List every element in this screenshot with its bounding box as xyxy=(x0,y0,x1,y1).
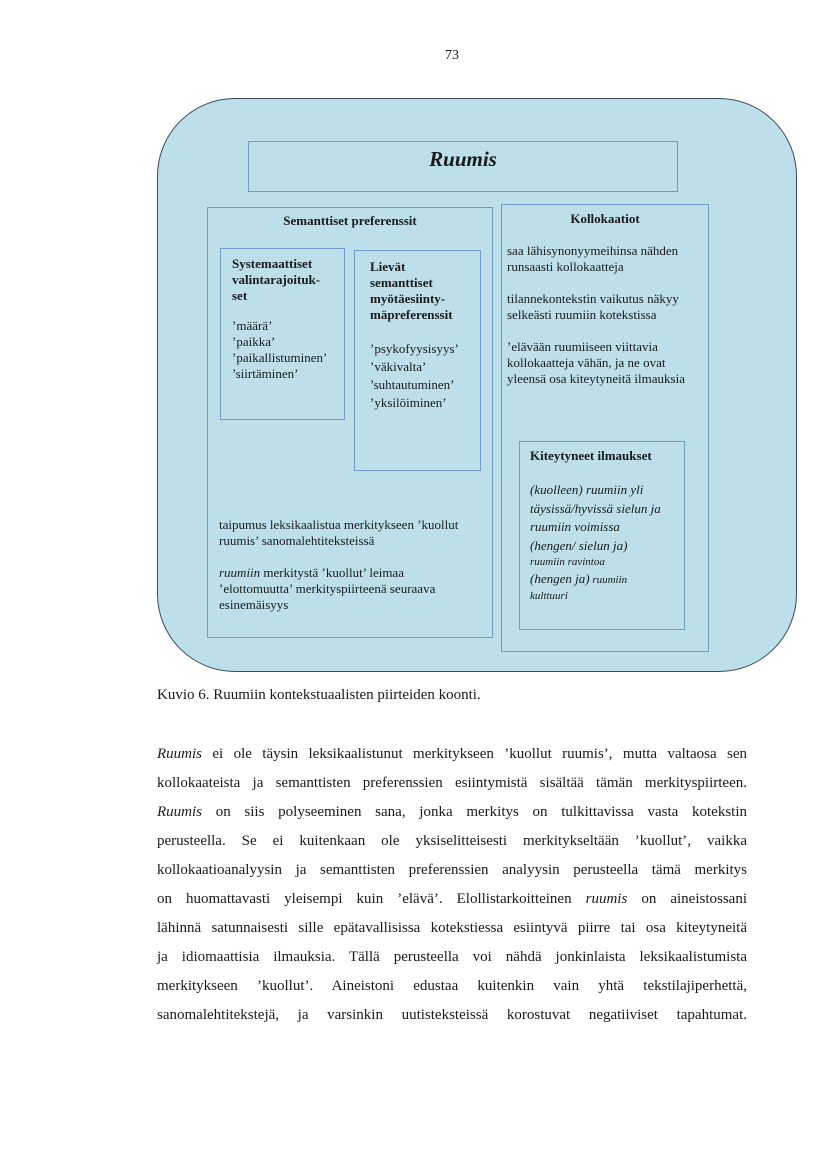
text-line: Ruumis on siis polyseeminen sana, jonka merkitys on tulkittavissa vasta kotekstin xyxy=(157,804,747,820)
systematic-restrictions-heading: Systemaattiset valintarajoituk- set xyxy=(232,256,321,303)
text-line: sanomalehtitekstejä, ja varsinkin uutisteksteissä korostuvat negatiiviset tapahtumat. xyxy=(157,1007,747,1023)
collocations-paragraph-1: saa lähisynonyymeihinsa nähden runsaasti kollokaatteja xyxy=(507,243,679,274)
fixed-expressions-list xyxy=(530,481,661,604)
list-item: ’siirtäminen’ xyxy=(232,366,299,381)
mild-preferences-list xyxy=(370,340,459,412)
mild-preferences-heading: Lievät semanttiset myötäesiinty- mäpreferenssit xyxy=(370,259,453,322)
list-item: kulttuuri xyxy=(530,589,568,602)
list-item: ’yksilöiminen’ xyxy=(370,395,447,410)
text-line: kollokaatioanalyysin ja semanttisten preferenssien analyysin perusteella tämä merkitys xyxy=(157,862,747,878)
list-item: täysissä/hyvissä sielun ja xyxy=(530,500,661,516)
list-item: ’psykofyysisyys’ xyxy=(370,341,459,356)
text-line: perusteella. Se ei kuitenkaan ole yksiselitteisesti merkitykseltään ’kuollut’, vaikka xyxy=(157,833,747,849)
text-line: lähinnä satunnaisesti sille epätavallisissa kotekstiessa esiintyvä piirre tai osa kiteytyneitä xyxy=(157,920,747,936)
page-number: 73 xyxy=(445,48,459,63)
text-line: on huomattavasti yleisempi kuin ’elävä’. Elollistarkoitteinen ruumis on aineistossani xyxy=(157,891,748,907)
list-item: ’paikka’ xyxy=(232,334,276,349)
collocations-paragraph-3: ’elävään ruumiiseen viittavia kollokaatteja vähän, ja ne ovat yleensä osa kiteytyneitä ilmauksia xyxy=(507,339,685,386)
text-line: Ruumis ei ole täysin leksikaalistunut merkitykseen ’kuollut ruumis’, mutta valtaosa sen xyxy=(157,746,747,762)
collocations-heading: Kollokaatiot xyxy=(570,211,640,226)
collocations-paragraph-2: tilannekontekstin vaikutus näkyy selkeästi ruumiin kotekstissa xyxy=(507,291,679,322)
fixed-expressions-heading: Kiteytyneet ilmaukset xyxy=(530,448,652,463)
semantic-preferences-heading: Semanttiset preferenssit xyxy=(283,213,417,228)
list-item: ’määrä’ xyxy=(232,318,273,333)
semantic-note-2: ruumiin merkitystä ’kuollut’ leimaa ’elottomuutta’ merkityspiirteenä seuraava esinemäisyys xyxy=(219,565,436,612)
list-item: ’suhtautuminen’ xyxy=(370,377,455,392)
diagram-title: Ruumis xyxy=(429,147,497,171)
text-line: merkitykseen ’kuollut’. Aineistoni edustaa kuitenkin vain yhtä tekstilajiperhettä, xyxy=(157,978,747,994)
list-item: ruumiin ravintoa xyxy=(530,556,605,568)
list-item: (hengen ja) ruumiin xyxy=(530,571,628,586)
list-item: (hengen/ sielun ja) xyxy=(530,537,628,553)
list-item: (kuolleen) ruumiin yli xyxy=(530,482,644,497)
body-paragraph xyxy=(157,740,747,1030)
list-item: ’väkivalta’ xyxy=(370,359,427,374)
text-line: ja idiomaattisia ilmauksia. Tällä perusteella voi nähdä jonkinlaista leksikaalistumista xyxy=(157,949,747,965)
semantic-note-1: taipumus leksikaalistua merkitykseen ’kuollut ruumis’ sanomalehtiteksteissä xyxy=(219,517,459,548)
text-line: kollokaateista ja semanttisten preferenssien esiintymistä sisältää tämän merkityspiirteen. xyxy=(157,775,747,791)
list-item: ’paikallistuminen’ xyxy=(232,350,328,365)
list-item: ruumiin voimissa xyxy=(530,519,620,534)
figure-caption: Kuvio 6. Ruumiin kontekstuaalisten piirteiden koonti. xyxy=(157,687,481,703)
systematic-restrictions-list xyxy=(232,318,327,382)
